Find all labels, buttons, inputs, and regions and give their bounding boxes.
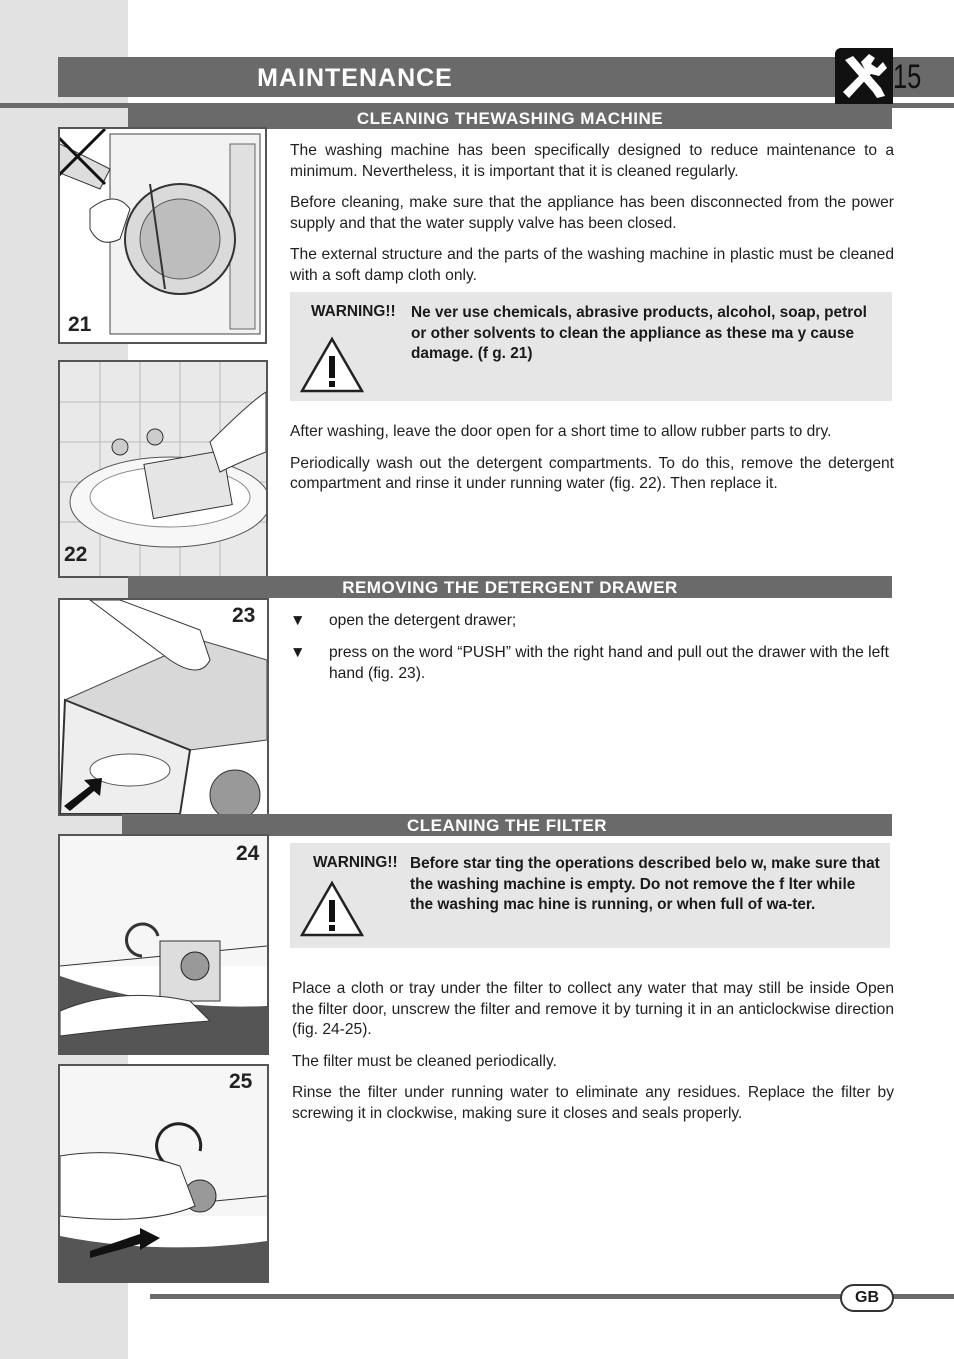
cleaning-filter-body (292, 979, 894, 1135)
paragraph: Place a cloth or tray under the filter to collect any water that may still be inside Open the filter door, unscrew the filter and remove it by turning it in an anticlockwise direction (fig. 24-25). (292, 980, 894, 1038)
warning-text-filter: Before star ting the operations described belo w, make sure that the washing machine is empty. Do not remove the f lter while the washing mac hine is running, or when full of wa-ter. (410, 855, 880, 913)
figure-21-label: 21 (68, 313, 92, 336)
bullet-marker: ▼ (290, 612, 306, 629)
bullet-press-push: press on the word “PUSH” with the right hand and pull out the drawer with the left hand (fig. 23). (329, 644, 889, 682)
figure-22-label: 22 (64, 543, 88, 566)
bullet-open-drawer: open the detergent drawer; (329, 612, 517, 629)
figure-21-machine-illustration (58, 127, 267, 344)
figure-23-drawer-illustration (58, 598, 269, 816)
warning-text-chemicals: Ne ver use chemicals, abrasive products, alcohol, soap, petrol or other solvents to clean the appliance as these ma y cause damage. (f g. 21) (411, 304, 867, 362)
page-title: MAINTENANCE (257, 64, 453, 92)
figure-25-label: 25 (229, 1070, 253, 1093)
paragraph: Rinse the filter under running water to eliminate any residues. Replace the filter by screwing it in clockwise, making sure it closes and seals properly. (292, 1084, 894, 1122)
section-heading-removing-drawer: REMOVING THE DETERGENT DRAWER (128, 576, 892, 598)
paragraph: The external structure and the parts of the washing machine in plastic must be cleaned with a soft damp cloth only. (290, 246, 894, 284)
footer-rule (150, 1294, 954, 1299)
paragraph: Periodically wash out the detergent compartments. To do this, remove the detergent compartment and rinse it under running water (fig. 22). Then replace it. (290, 454, 894, 492)
figure-23-label: 23 (232, 604, 256, 627)
paragraph: The washing machine has been specifically designed to reduce maintenance to a minimum. Nevertheless, it is important that it is cleaned regularly. (290, 142, 894, 180)
bullet-marker: ▼ (290, 644, 306, 661)
figure-22-sink-illustration (58, 360, 268, 578)
figure-25-unscrew-filter-illustration (58, 1064, 269, 1283)
warning-label: WARNING!! (313, 854, 398, 871)
wrench-screwdriver-icon (835, 48, 893, 104)
cleaning-machine-intro (290, 141, 894, 297)
figure-24-filter-door-illustration (58, 834, 269, 1055)
language-badge: GB (840, 1284, 894, 1312)
warning-label: WARNING!! (311, 303, 396, 320)
section-heading-cleaning-machine: CLEANING THEWASHING MACHINE (128, 107, 892, 129)
paragraph: After washing, leave the door open for a short time to allow rubber parts to dry. (290, 423, 832, 440)
warning-triangle-icon (299, 336, 365, 399)
page-number: 15 (893, 58, 922, 96)
section-heading-cleaning-filter: CLEANING THE FILTER (122, 814, 892, 836)
paragraph: The filter must be cleaned periodically. (292, 1052, 557, 1070)
cleaning-machine-after (290, 422, 894, 506)
paragraph: Before cleaning, make sure that the appliance has been disconnected from the power supply and that the water supply valve has been closed. (290, 194, 894, 232)
warning-triangle-icon (299, 880, 365, 943)
figure-24-label: 24 (236, 842, 260, 865)
